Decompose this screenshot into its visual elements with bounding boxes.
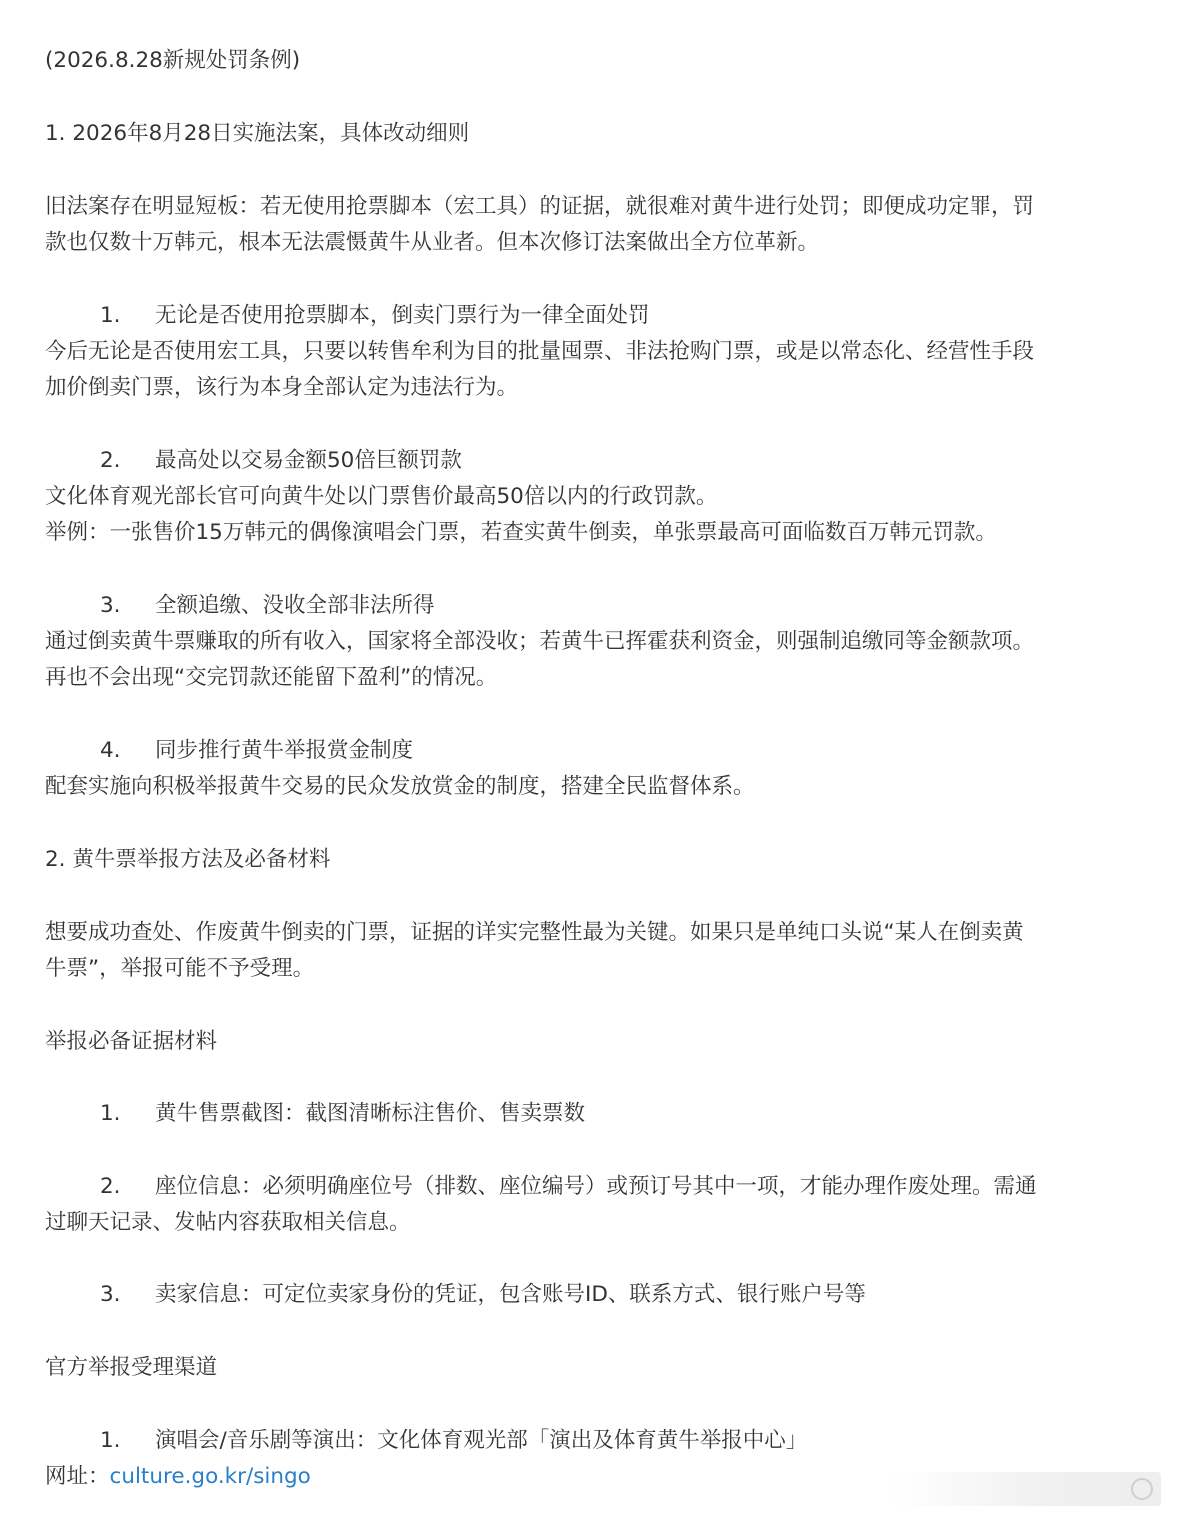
channel-item — [45, 1426, 807, 1456]
list-item-number: 2. — [100, 448, 121, 473]
evidence-item — [45, 1172, 1037, 1202]
section-heading-2: 2. 黄牛票举报方法及必备材料 — [45, 847, 331, 872]
paragraph-line: 旧法案存在明显短板：若无使用抢票脚本（宏工具）的证据，就很难对黄牛进行处罚；即便成功定罪，罚 — [45, 194, 1035, 219]
list-item-title — [45, 301, 650, 331]
list-item-number: 3. — [100, 1282, 121, 1307]
list-item-text: 无论是否使用抢票脚本，倒卖门票行为一律全面处罚 — [155, 303, 650, 328]
url-label: 网址： — [45, 1464, 110, 1489]
document-title: (2026.8.28新规处罚条例) — [45, 48, 301, 73]
list-item-text: 黄牛售票截图：截图清晰标注售价、售卖票数 — [155, 1101, 586, 1126]
list-item-title — [45, 736, 413, 766]
watermark-overlay — [891, 1472, 1161, 1506]
section-heading-1: 1. 2026年8月28日实施法案，具体改动细则 — [45, 121, 470, 146]
list-item-number: 1. — [100, 303, 121, 328]
list-item-text: 卖家信息：可定位卖家身份的凭证，包含账号ID、联系方式、银行账户号等 — [155, 1282, 866, 1307]
paragraph-line: 款也仅数十万韩元，根本无法震慑黄牛从业者。但本次修订法案做出全方位革新。 — [45, 230, 820, 255]
paragraph-line: 今后无论是否使用宏工具，只要以转售牟利为目的批量囤票、非法抢购门票，或是以常态化、经营性手段 — [45, 339, 1035, 364]
watermark-logo-icon — [1131, 1478, 1153, 1500]
paragraph-line: 文化体育观光部长官可向黄牛处以门票售价最高50倍以内的行政罚款。 — [45, 484, 718, 509]
list-item-number: 4. — [100, 738, 121, 763]
list-item-number: 1. — [100, 1101, 121, 1126]
subheading-channels: 官方举报受理渠道 — [45, 1355, 218, 1380]
list-item-text: 最高处以交易金额50倍巨额罚款 — [155, 448, 462, 473]
list-item-number: 1. — [100, 1428, 121, 1453]
list-item-title — [45, 446, 462, 476]
report-center-link[interactable]: culture.go.kr/singo — [109, 1464, 311, 1489]
list-item-text: 演唱会/音乐剧等演出：文化体育观光部「演出及体育黄牛举报中心」 — [155, 1428, 808, 1453]
list-item-number: 3. — [100, 593, 121, 618]
evidence-item — [45, 1099, 585, 1129]
list-item-title — [45, 591, 435, 621]
subheading-evidence: 举报必备证据材料 — [45, 1029, 218, 1054]
paragraph-line: 通过倒卖黄牛票赚取的所有收入，国家将全部没收；若黄牛已挥霍获利资金，则强制追缴同等金额款项。 — [45, 629, 1035, 654]
list-item-number: 2. — [100, 1174, 121, 1199]
evidence-item — [45, 1280, 866, 1310]
list-item-text: 同步推行黄牛举报赏金制度 — [155, 738, 414, 763]
paragraph-line: 想要成功查处、作废黄牛倒卖的门票，证据的详实完整性最为关键。如果只是单纯口头说“某人在倒卖黄 — [45, 920, 1024, 945]
paragraph-line: 加价倒卖门票，该行为本身全部认定为违法行为。 — [45, 375, 519, 400]
list-item-text: 座位信息：必须明确座位号（排数、座位编号）或预订号其中一项，才能办理作废处理。需通 — [155, 1174, 1037, 1199]
paragraph-line: 再也不会出现“交完罚款还能留下盈利”的情况。 — [45, 665, 498, 690]
paragraph-line: 配套实施向积极举报黄牛交易的民众发放赏金的制度，搭建全民监督体系。 — [45, 774, 755, 799]
paragraph-line: 过聊天记录、发帖内容获取相关信息。 — [45, 1210, 411, 1235]
url-line — [45, 1462, 311, 1492]
paragraph-line: 牛票”，举报可能不予受理。 — [45, 956, 315, 981]
list-item-text: 全额追缴、没收全部非法所得 — [155, 593, 435, 618]
paragraph-line: 举例：一张售价15万韩元的偶像演唱会门票，若查实黄牛倒卖，单张票最高可面临数百万韩元罚款。 — [45, 520, 997, 545]
